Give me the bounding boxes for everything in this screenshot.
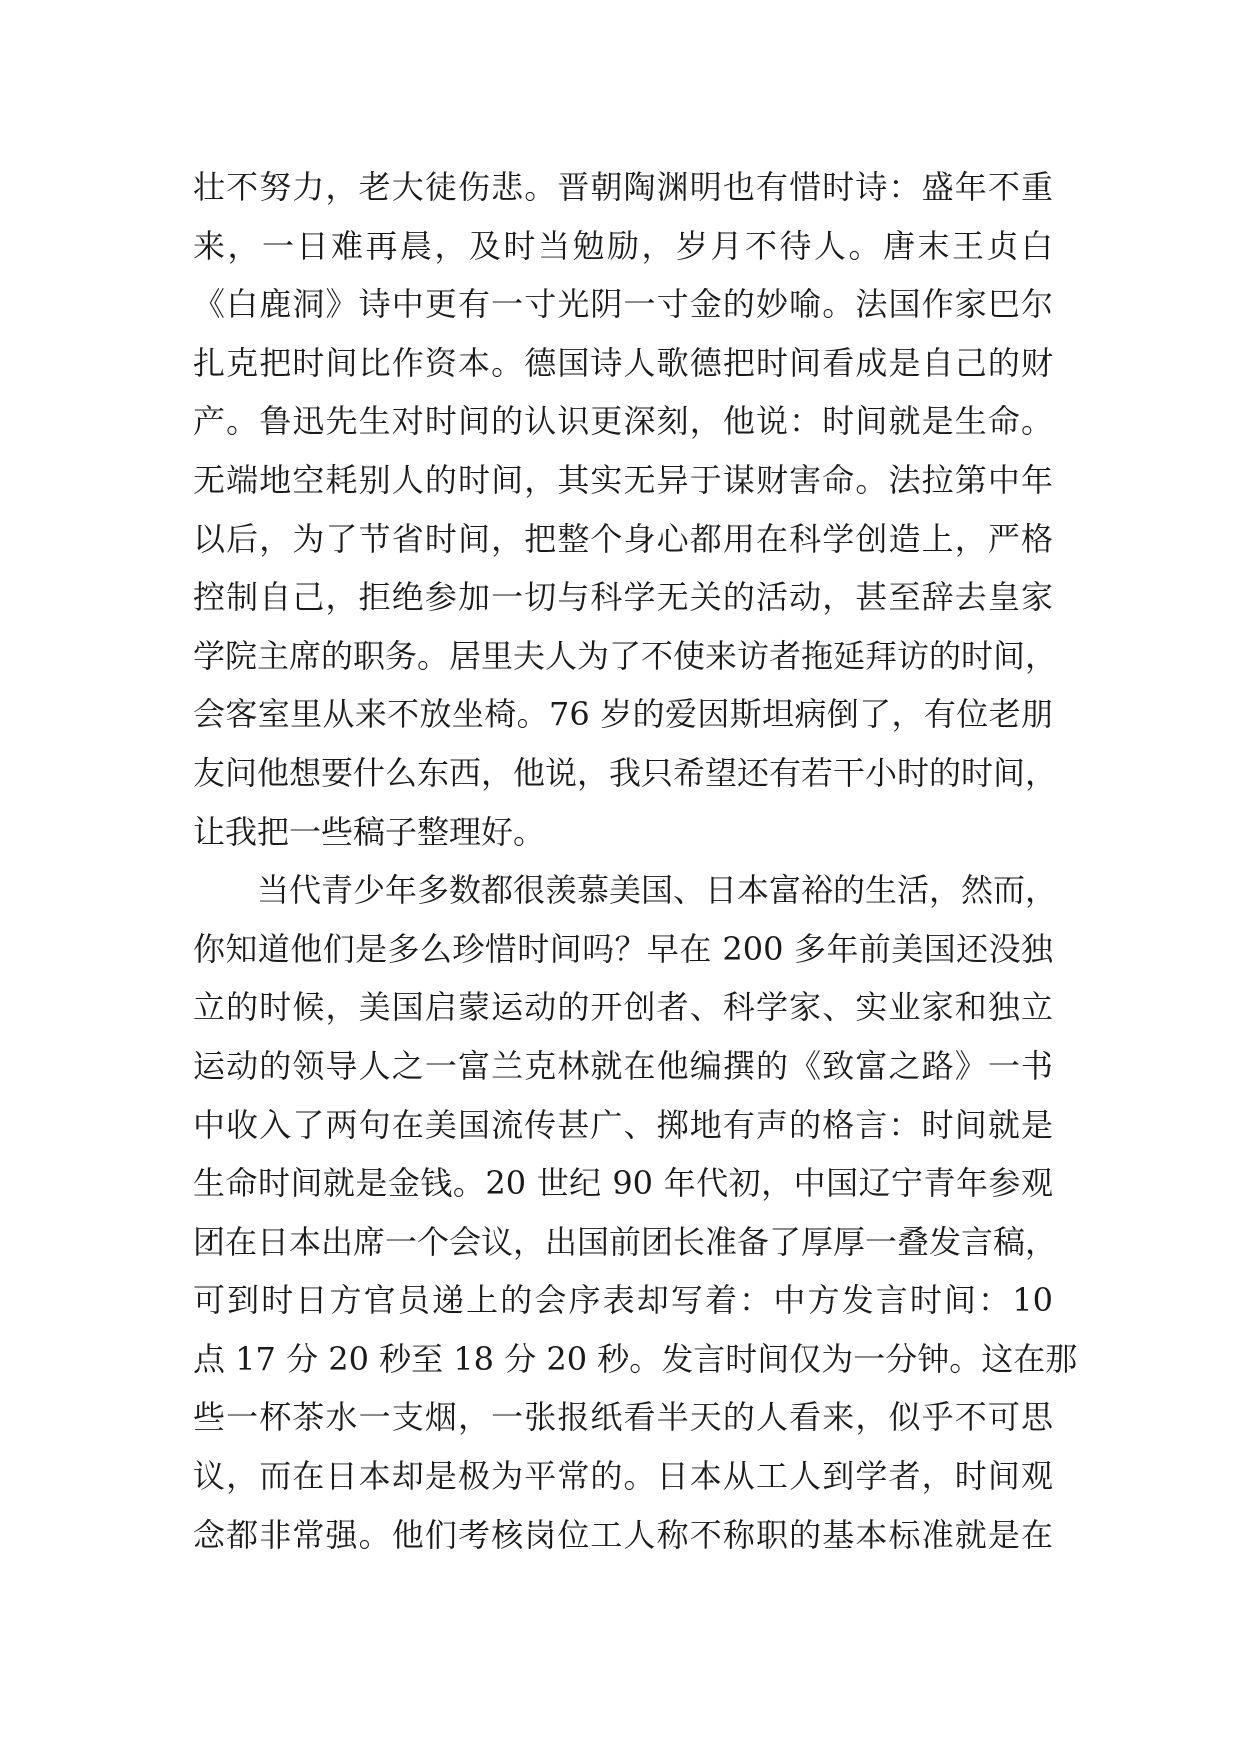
- text-line: 以后，为了节省时间，把整个身心都用在科学创造上，严格: [193, 519, 1053, 558]
- text-line: 产。鲁迅先生对时间的认识更深刻，他说：时间就是生命。: [193, 402, 1053, 441]
- paragraph-first-line: 当代青少年多数都很羡慕美国、日本富裕的生活，然而，: [257, 871, 1058, 910]
- text-line: 来，一日难再晨，及时当勉励，岁月不待人。唐末王贞白: [193, 226, 1053, 265]
- paragraph-last-line: 让我把一些稿子整理好。: [193, 812, 546, 851]
- text-line: 你知道他们是多么珍惜时间吗？早在 200 多年前美国还没独: [193, 929, 1053, 968]
- text-line: 学院主席的职务。居里夫人为了不使来访者拖延拜访的时间，: [193, 636, 1058, 675]
- text-line: 团在日本出席一个会议，出国前团长准备了厚厚一叠发言稿，: [193, 1222, 1058, 1261]
- text-line: 点 17 分 20 秒至 18 分 20 秒。发言时间仅为一分钟。这在那: [193, 1339, 1078, 1378]
- text-line: 生命时间就是金钱。20 世纪 90 年代初，中国辽宁青年参观: [193, 1164, 1053, 1203]
- text-line: 《白鹿洞》诗中更有一寸光阴一寸金的妙喻。法国作家巴尔: [193, 285, 1053, 324]
- text-line: 可到时日方官员递上的会序表却写着：中方发言时间：10: [193, 1281, 1053, 1320]
- text-line: 议，而在日本却是极为平常的。日本从工人到学者，时间观: [193, 1457, 1053, 1496]
- text-line: 友问他想要什么东西，他说，我只希望还有若干小时的时间，: [193, 753, 1058, 792]
- text-line: 控制自己，拒绝参加一切与科学无关的活动，甚至辞去皇家: [193, 578, 1053, 617]
- text-line: 壮不努力，老大徒伤悲。晋朝陶渊明也有惜时诗：盛年不重: [193, 168, 1053, 206]
- text-line: 立的时候，美国启蒙运动的开创者、科学家、实业家和独立: [193, 988, 1053, 1027]
- text-line: 念都非常强。他们考核岗位工人称不称职的基本标准就是在: [193, 1515, 1053, 1554]
- text-line: 扎克把时间比作资本。德国诗人歌德把时间看成是自己的财: [193, 343, 1053, 382]
- text-line: 会客室里从来不放坐椅。76 岁的爱因斯坦病倒了，有位老朋: [193, 695, 1053, 734]
- body-text: [193, 158, 1078, 1564]
- text-line: 运动的领导人之一富兰克林就在他编撰的《致富之路》一书: [193, 1046, 1053, 1085]
- text-line: 无端地空耗别人的时间，其实无异于谋财害命。法拉第中年: [193, 460, 1053, 499]
- text-line: 些一杯茶水一支烟，一张报纸看半天的人看来，似乎不可思: [193, 1398, 1053, 1437]
- text-line: 中收入了两句在美国流传甚广、掷地有声的格言：时间就是: [193, 1105, 1053, 1144]
